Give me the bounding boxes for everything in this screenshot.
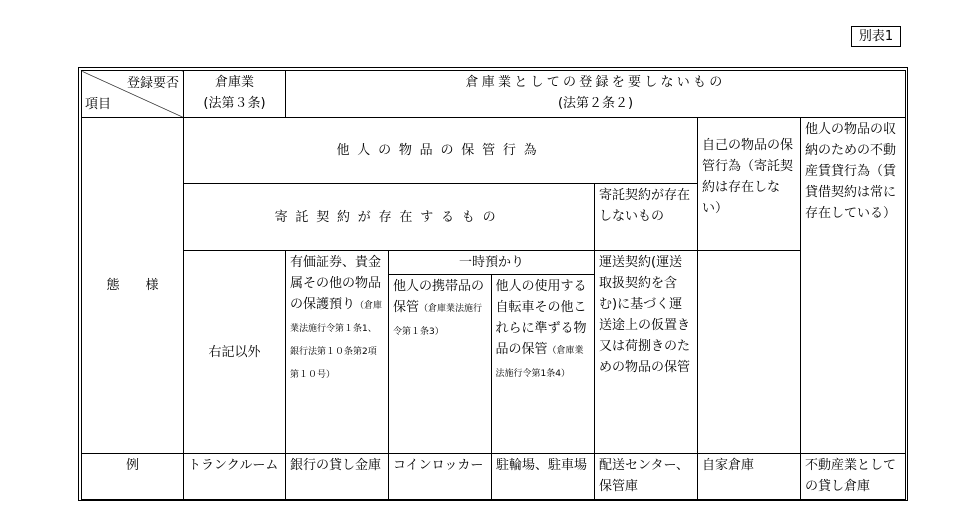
cell-other-than-right: 右記以外	[184, 251, 286, 454]
header-nonreg-article: (法第２条２)	[557, 96, 634, 111]
cell-securities-custody	[286, 251, 389, 454]
header-item-label: 項目	[85, 97, 112, 112]
appendix-label: 別表1	[851, 26, 901, 47]
header-warehouse-article: (法第３条)	[203, 96, 266, 111]
cell-no-contract: 寄託契約が存在しないもの	[595, 184, 698, 251]
header-warehouse-business	[184, 71, 286, 118]
cell-real-estate-lease: 他人の物品の収納のための不動産賃貸行為（賃貸借契約は常に存在している）	[801, 118, 906, 454]
example-cell: トランクルーム	[184, 454, 286, 500]
bicycle-text: 他人の使用する自転車その他これらに準ずる物品の保管	[495, 279, 587, 357]
securities-text: 有価証券、貴金属その他の物品の保護預り	[290, 255, 382, 312]
example-cell: 銀行の貸し金庫	[286, 454, 389, 500]
header-registration-label: 登録要否	[126, 76, 179, 91]
cell-transport-storage: 運送契約(運送取扱契約を含む)に基づく運送途上の仮置き又は荷捌きのための物品の保管	[595, 251, 698, 454]
temporary-custody-header: 一時預かり	[389, 251, 594, 275]
header-warehouse-title: 倉庫業	[214, 75, 254, 90]
cell-own-goods: 自己の物品の保管行為（寄託契約は存在しない）	[698, 118, 801, 251]
cell-contract-exists: 寄託契約が存在するもの	[184, 184, 595, 251]
header-non-registration	[286, 71, 906, 118]
example-cell: 自家倉庫	[698, 454, 801, 500]
example-cell: 不動産業としての貸し倉庫	[801, 454, 906, 500]
example-cell: 配送センター、保管庫	[595, 454, 698, 500]
row-label-mode: 態 様	[82, 118, 184, 454]
securities-note: （倉庫業法施行令第１条1、銀行法第１０条第2項第１０号）	[290, 301, 383, 380]
example-cell: コインロッカー	[389, 454, 492, 500]
header-nonreg-title: 倉庫業としての登録を要しないもの	[465, 75, 726, 90]
example-cell: 駐輪場、駐車場	[492, 454, 595, 500]
cell-belongings-custody	[389, 275, 492, 453]
belongings-note: （倉庫業法施行令第１条3）	[393, 304, 483, 337]
cell-temporary-custody	[389, 251, 595, 454]
row-label-example: 例	[82, 454, 184, 500]
warehouse-registration-table	[81, 70, 906, 500]
cell-others-custody: 他人の物品の保管行為	[184, 118, 698, 184]
cell-bicycle-custody	[492, 275, 595, 453]
belongings-text: 他人の携帯品の保管	[393, 279, 485, 315]
bicycle-note: （倉庫業法施行令第1条4）	[495, 346, 584, 379]
header-corner-cell	[82, 71, 184, 118]
